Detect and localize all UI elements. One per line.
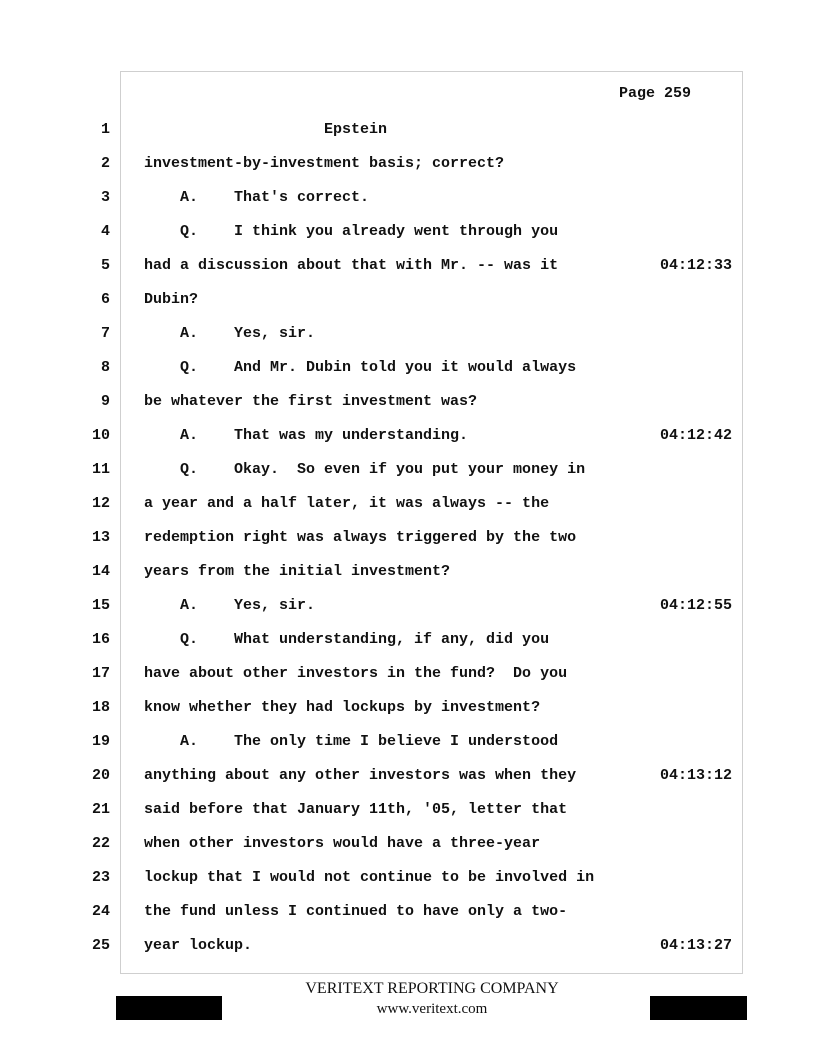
line-text: Q. And Mr. Dubin told you it would always — [144, 359, 577, 376]
line-number: 21 — [91, 801, 110, 818]
line-number: 12 — [91, 495, 110, 512]
line-text: Q. I think you already went through you — [144, 223, 559, 240]
line-text: Q. What understanding, if any, did you — [144, 631, 550, 648]
transcript-line — [0, 936, 816, 956]
line-text: A. Yes, sir. — [144, 325, 316, 342]
line-text: know whether they had lockups by investment? — [144, 699, 541, 716]
line-text: years from the initial investment? — [144, 563, 451, 580]
transcript-line — [0, 766, 816, 786]
line-number: 17 — [91, 665, 110, 682]
line-text: Q. Okay. So even if you put your money in — [144, 461, 586, 478]
line-text: A. The only time I believe I understood — [144, 733, 559, 750]
transcript-line — [0, 358, 816, 378]
transcript-line — [0, 732, 816, 752]
line-number: 1 — [100, 121, 110, 138]
line-number: 7 — [100, 325, 110, 342]
footer-website: www.veritext.com — [376, 1001, 488, 1017]
line-text: year lockup. — [144, 937, 253, 954]
line-number: 3 — [100, 189, 110, 206]
transcript-line — [0, 290, 816, 310]
line-text: when other investors would have a three-year — [144, 835, 541, 852]
line-text: had a discussion about that with Mr. -- was it — [144, 257, 559, 274]
line-text: A. That was my understanding. — [144, 427, 469, 444]
transcript-line — [0, 868, 816, 888]
line-number: 4 — [100, 223, 110, 240]
line-text: investment-by-investment basis; correct? — [144, 155, 505, 172]
redaction-bar-right — [650, 996, 747, 1020]
line-text: said before that January 11th, '05, letter that — [144, 801, 568, 818]
line-number: 6 — [100, 291, 110, 308]
transcript-line — [0, 460, 816, 480]
transcript-line — [0, 154, 816, 174]
transcript-line — [0, 426, 816, 446]
line-number: 15 — [91, 597, 110, 614]
transcript-line — [0, 120, 816, 140]
line-timestamp: 04:13:27 — [660, 937, 733, 954]
line-text: A. That's correct. — [144, 189, 370, 206]
line-number: 16 — [91, 631, 110, 648]
line-number: 9 — [100, 393, 110, 410]
line-number: 11 — [91, 461, 110, 478]
transcript-line — [0, 630, 816, 650]
line-text: have about other investors in the fund? Do you — [144, 665, 568, 682]
line-timestamp: 04:12:55 — [660, 597, 733, 614]
line-number: 18 — [91, 699, 110, 716]
transcript-line — [0, 324, 816, 344]
transcript-line — [0, 392, 816, 412]
line-number: 8 — [100, 359, 110, 376]
transcript-line — [0, 902, 816, 922]
transcript-line — [0, 698, 816, 718]
footer-company-name: VERITEXT REPORTING COMPANY — [305, 980, 559, 997]
transcript-line — [0, 834, 816, 854]
line-number: 24 — [91, 903, 110, 920]
transcript-line — [0, 596, 816, 616]
line-number: 14 — [91, 563, 110, 580]
line-text: a year and a half later, it was always -- the — [144, 495, 550, 512]
line-number: 13 — [91, 529, 110, 546]
line-number: 5 — [100, 257, 110, 274]
line-number: 22 — [91, 835, 110, 852]
line-text: the fund unless I continued to have only a two- — [144, 903, 568, 920]
line-number: 25 — [91, 937, 110, 954]
line-timestamp: 04:12:33 — [660, 257, 733, 274]
redaction-bar-left — [116, 996, 222, 1020]
transcript-line — [0, 800, 816, 820]
transcript-line — [0, 256, 816, 276]
line-number: 10 — [91, 427, 110, 444]
transcript-line — [0, 664, 816, 684]
line-number: 2 — [100, 155, 110, 172]
line-timestamp: 04:13:12 — [660, 767, 733, 784]
line-number: 20 — [91, 767, 110, 784]
line-text: anything about any other investors was when they — [144, 767, 577, 784]
transcript-line — [0, 528, 816, 548]
line-text: redemption right was always triggered by the two — [144, 529, 577, 546]
line-text: be whatever the first investment was? — [144, 393, 478, 410]
line-number: 19 — [91, 733, 110, 750]
line-timestamp: 04:12:42 — [660, 427, 733, 444]
line-text: Epstein — [144, 121, 388, 138]
line-text: Dubin? — [144, 291, 199, 308]
transcript-line — [0, 188, 816, 208]
transcript-line — [0, 494, 816, 514]
transcript-line — [0, 222, 816, 242]
line-text: lockup that I would not continue to be involved in — [144, 869, 595, 886]
transcript-line — [0, 562, 816, 582]
line-text: A. Yes, sir. — [144, 597, 316, 614]
page-number: Page 259 — [619, 85, 692, 102]
line-number: 23 — [91, 869, 110, 886]
